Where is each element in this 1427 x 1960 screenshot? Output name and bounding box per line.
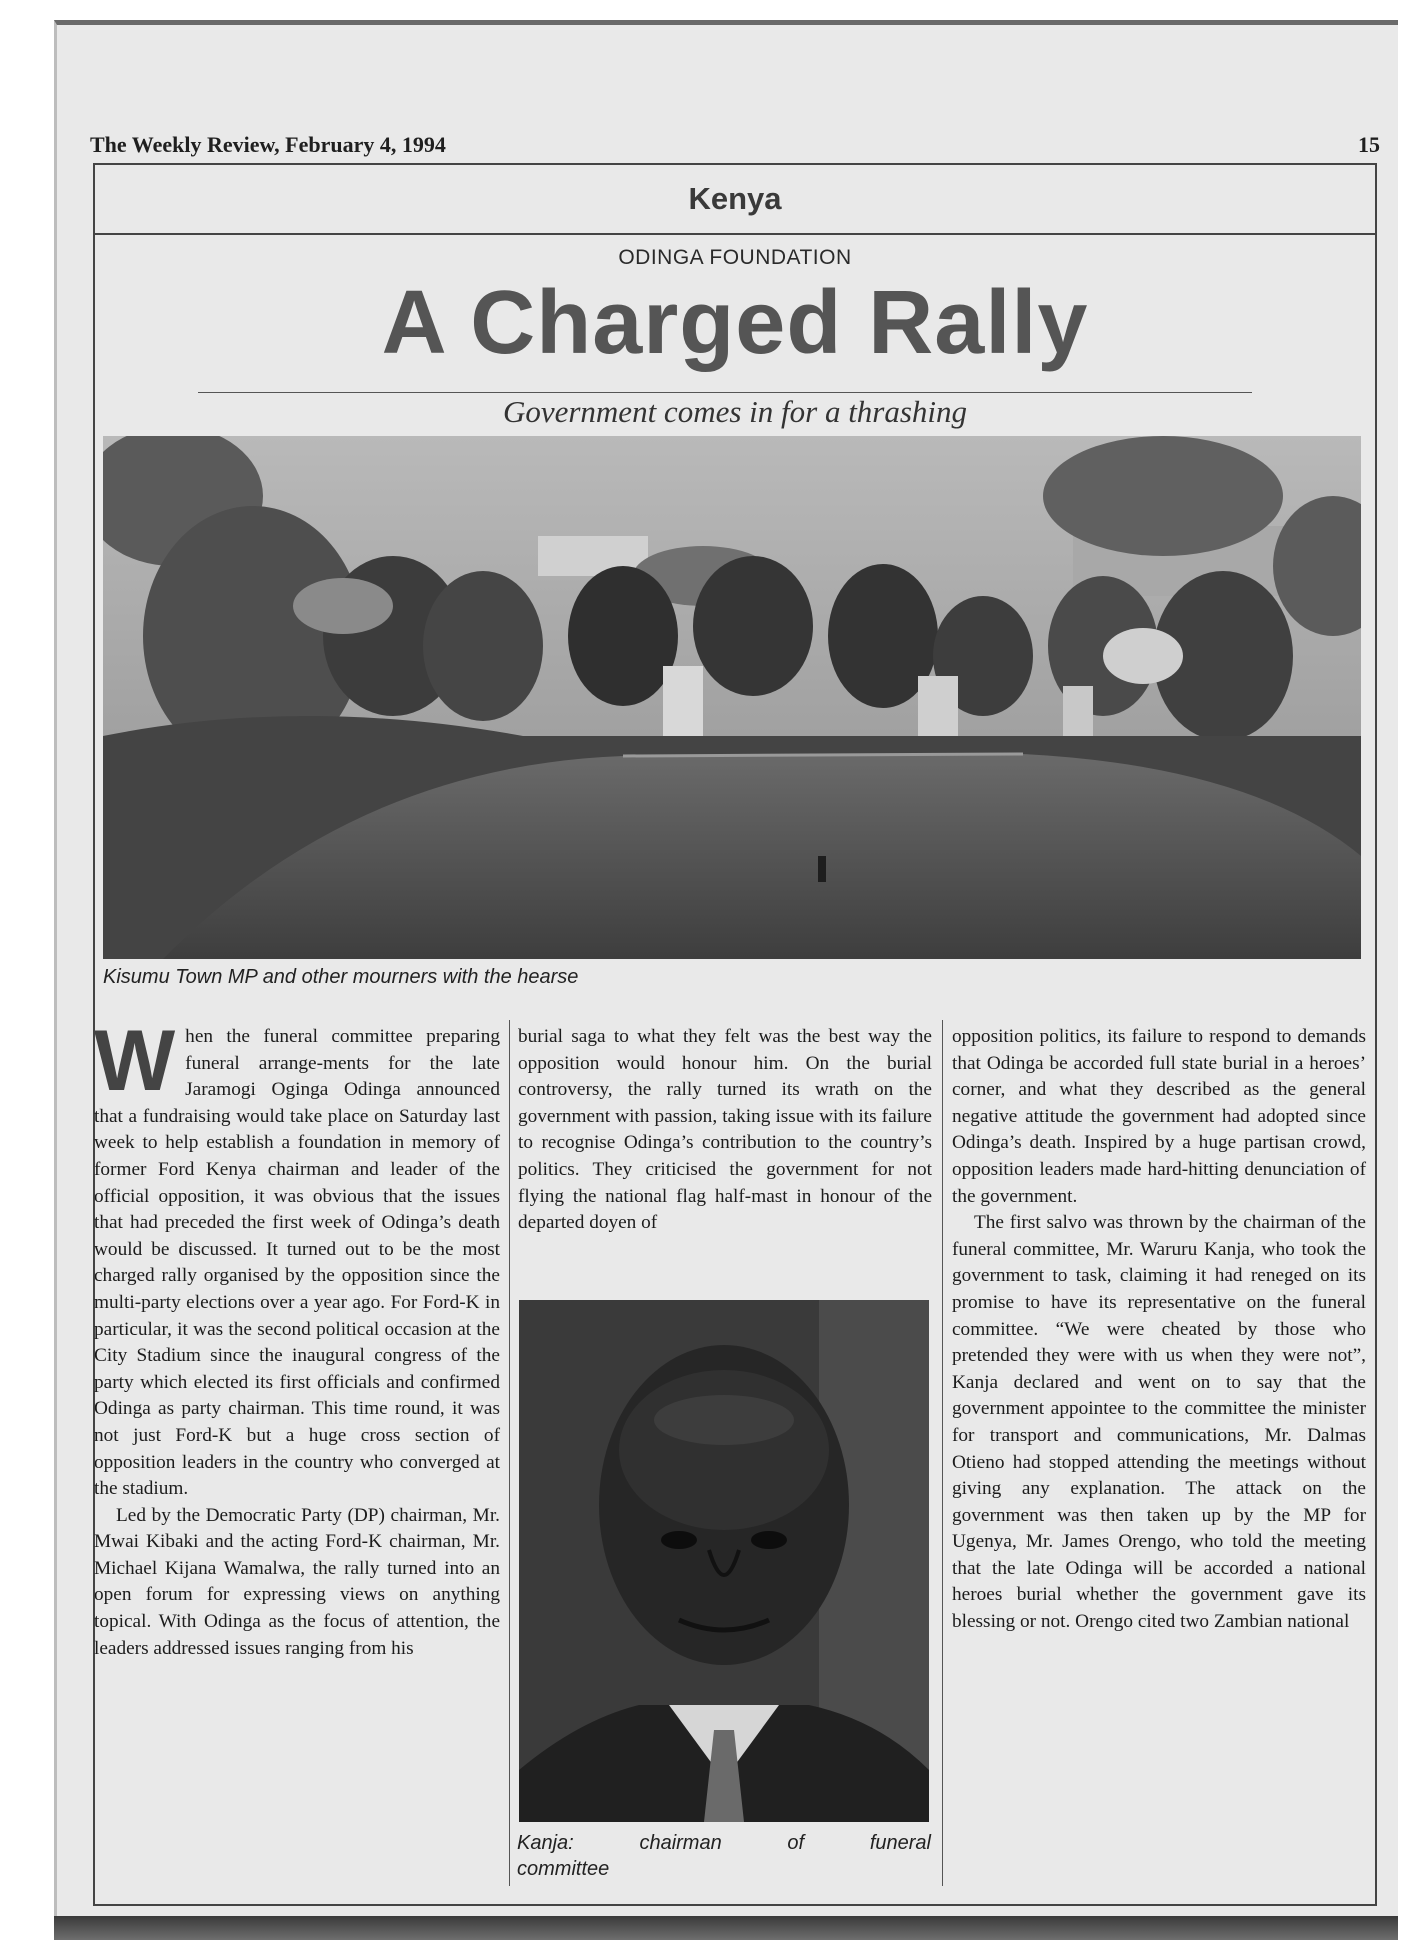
scan-edge-shadow	[54, 1916, 1398, 1940]
dek: Government comes in for a thrashing	[502, 394, 968, 429]
rally-photo	[103, 436, 1361, 959]
col3-paragraph-2: The first salvo was thrown by the chairman of the funeral committee, Mr. Waruru Kanja, who took the government to task, claiming it had reneged on its promise to have its representative on the funeral committee. “We were cheated by those who pretended they were with us when they were not”, Kanja declared and went on to say that the government appointee to the committee the minister for transport and communications, Mr. Dalmas Otieno had stopped attending the meetings without giving any explanation. The attack on the government was then taken up by the MP for Ugenya, Mr. James Orengo, who told the meeting that the late Odinga will be accorded a national heroes burial whether the government gave its blessing or not. Orengo cited two Zambian national	[952, 1212, 1366, 1633]
page-number: 15	[1358, 132, 1380, 157]
column-1	[94, 1013, 500, 1662]
portrait-caption	[517, 1830, 931, 1882]
kicker: ODINGA FOUNDATION	[618, 246, 852, 269]
kanja-portrait	[519, 1300, 929, 1822]
portrait-caption-line-1: Kanja: chairman of funeral	[517, 1832, 931, 1854]
running-head	[90, 132, 1380, 160]
col2-paragraph-1: burial saga to what they felt was the best way the opposition would honour him. On the burial controversy, the rally turned its wrath on the government with passion, taking issue with its failure to recognise Odinga’s contribution to the country’s politics. They criticised the government for not flying the national flag half-mast in honour of the departed doyen of	[518, 1026, 932, 1234]
drop-cap: W	[94, 1013, 176, 1109]
col1-paragraph-2: Led by the Democratic Party (DP) chairman, Mr. Mwai Kibaki and the acting Ford-K chairman, Mr. Michael Kijana Wamalwa, the rally turned into an open forum for expressing views on anything topical. With Odinga as the focus of attention, the leaders addressed issues ranging from his	[94, 1504, 500, 1659]
headline: A Charged Rally	[381, 273, 1089, 373]
col3-paragraph-1: opposition politics, its failure to respond to demands that Odinga be accorded full state burial in a heroes’ corner, and what they described as the general negative attitude the government had adopted since Odinga’s death. Inspired by a huge partisan crowd, opposition leaders made hard-hitting denunciation of the government.	[952, 1026, 1366, 1207]
column-divider-2	[942, 1020, 943, 1886]
publication-line: The Weekly Review, February 4, 1994	[90, 132, 446, 157]
column-divider-1	[509, 1020, 510, 1886]
col1-paragraph-1: hen the funeral committee preparing funeral arrange-ments for the late Jaramogi Oginga Odinga announced that a fundraising would take place on Saturday last week to help establish a foundation in memory of former Ford Kenya chairman and leader of the official opposition, it was obvious that the issues that had preceded the first week of Odinga’s death would be discussed. It turned out to be the most charged rally organised by the opposition since the multi-party elections over a year ago. For Ford-K in particular, it was the second political occasion at the City Stadium since the inaugural congress of the party which elected its first officials and confirmed Odinga as party chairman. This time round, it was not just Ford-K but a huge cross section of opposition leaders in the country who converged at the stadium.	[94, 1026, 500, 1500]
section-bar	[93, 163, 1377, 235]
column-2	[518, 1024, 932, 1237]
portrait-caption-line-2: committee	[517, 1858, 610, 1880]
photo-caption: Kisumu Town MP and other mourners with the hearse	[103, 966, 579, 988]
column-3	[952, 1024, 1366, 1636]
section-title: Kenya	[688, 181, 782, 216]
headline-rule	[198, 392, 1252, 393]
